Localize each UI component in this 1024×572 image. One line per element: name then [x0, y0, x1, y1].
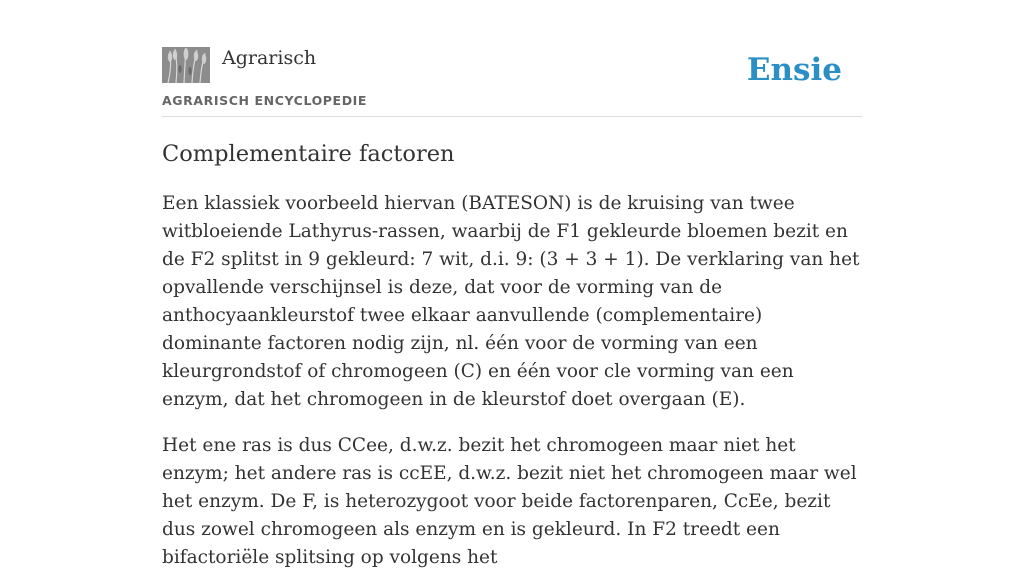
site-header: [162, 46, 862, 117]
article-paragraph: Het ene ras is dus CCee, d.w.z. bezit het chromogeen maar niet het enzym; het andere ras is ccEE, d.w.z. bezit niet het chromogeen maar wel het enzym. De F, is heterozygoot voor beide factorenparen, CcEe, bezit dus zowel chromogeen als enzym en is gekleurd. In F2 treedt een bifactoriële splitsing op volgens het: [162, 435, 857, 568]
ensie-logo-link[interactable]: Ensie: [746, 52, 842, 88]
wheat-ears-icon[interactable]: [162, 47, 210, 83]
brand-subtitle: AGRARISCH ENCYCLOPEDIE: [162, 93, 368, 108]
article-paragraph: Een klassiek voorbeeld hiervan (BATESON) is de kruising van twee witbloeiende Lathyrus-rassen, waarbij de F1 gekleurde bloemen bezit en de F2 splitst in 9 gekleurd: 7 wit, d.i. 9: (3 + 3 + 1). De verklaring van het opvallende verschijnsel is deze, dat voor de vorming van de anthocyaankleurstof twee elkaar aanvullende (complementaire) dominante factoren nodig zijn, nl. één voor de vorming van een kleurgrondstof of chromogeen (C) en één voor cle vorming van een enzym, dat het chromogeen in de kleurstof doet overgaan (E).: [162, 193, 860, 410]
article-title: Complementaire factoren: [162, 141, 455, 167]
brand-name[interactable]: Agrarisch: [222, 47, 317, 69]
article: [162, 138, 862, 572]
